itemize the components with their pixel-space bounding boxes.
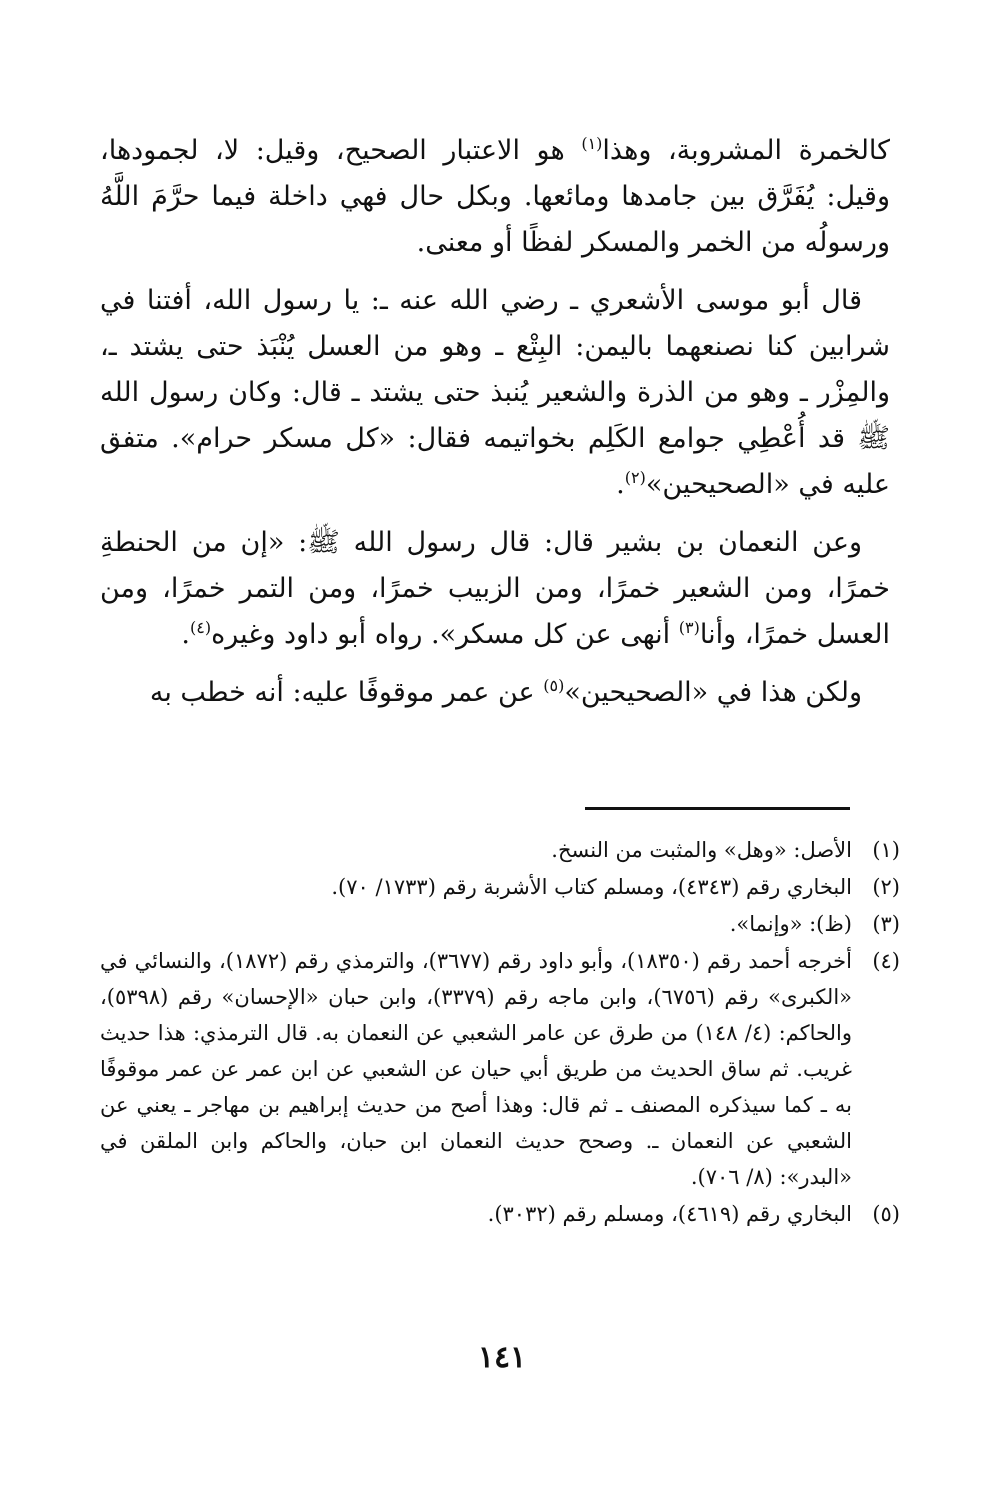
paragraph-4-text-a: ولكن هذا في «الصحيحين»: [564, 677, 862, 708]
footnote-5-text: البخاري رقم (٤٦١٩)، ومسلم رقم (٣٠٣٢).: [487, 1202, 852, 1226]
footnote-marker-5: (٥): [543, 676, 565, 695]
footnote-marker-4: (٤): [189, 618, 212, 637]
paragraph-2: [100, 278, 890, 508]
footnote-5: [100, 1196, 900, 1232]
footnote-marker-3: (٣): [678, 618, 700, 637]
footnote-4-number: (٤): [872, 949, 900, 973]
page-number: ١٤١: [477, 1340, 527, 1375]
paragraph-4: [100, 670, 890, 716]
paragraph-1-text-b: هو الاعتبار الصحيح، وقيل: لا، لجمودها، وقيل: يُفَرَّق بين جامدها ومائعها. وبكل حال فهي داخلة فيما حرَّمَ اللَّهُ ورسولُه من الخمر والمسكر لفظًا أو معنى.: [100, 135, 890, 258]
paragraph-3-text-a: وعن النعمان بن بشير قال: قال رسول الله ﷺ: «إن من الحنطةِ خمرًا، ومن الشعير خمرًا، ومن الزبيب خمرًا، ومن التمر خمرًا، ومن العسل خمرًا، وأنا: [100, 527, 890, 650]
footnote-2: [100, 869, 900, 905]
footnote-marker-1: (١): [581, 134, 603, 153]
footnote-1: [100, 832, 900, 868]
footnotes-section: [100, 832, 900, 1233]
paragraph-3-text-c: .: [181, 619, 190, 650]
footnote-1-text: الأصل: «وهل» والمثبت من النسخ.: [551, 838, 852, 862]
paragraph-2-text-a: قال أبو موسى الأشعري ـ رضي الله عنه ـ: يا رسول الله، أفتنا في شرابين كنا نصنعهما باليمن: البِتْع ـ وهو من العسل يُنْبَذ حتى يشتد ـ، والمِزْر ـ وهو من الذرة والشعير يُنبذ حتى يشتد ـ قال: وكان رسول الله ﷺ قد أُعْطِي جوامع الكَلِم بخواتيمه فقال: «كل مسكر حرام». متفق عليه في «الصحيحين»: [100, 285, 890, 500]
footnote-3-number: (٣): [872, 912, 900, 936]
footnote-3: [100, 906, 900, 942]
footnote-marker-2: (٢): [624, 468, 646, 487]
footnote-4-text: أخرجه أحمد رقم (١٨٣٥٠)، وأبو داود رقم (٣٦٧٧)، والترمذي رقم (١٨٧٢)، والنسائي في «الكبرى» رقم (٦٧٥٦)، وابن ماجه رقم (٣٣٧٩)، وابن حبان «الإحسان» رقم (٥٣٩٨)، والحاكم: (٤/ ١٤٨) من طرق عن عامر الشعبي عن النعمان به. قال الترمذي: هذا حديث غريب. ثم ساق الحديث من طريق أبي حيان عن الشعبي عن ابن عمر عن عمر موقوفًا به ـ كما سيذكره المصنف ـ ثم قال: وهذا أصح من حديث إبراهيم بن مهاجر ـ يعني عن الشعبي عن النعمان ـ. وصحح حديث النعمان ابن حبان، والحاكم وابن الملقن في «البدر»: (٨/ ٧٠٦).: [100, 949, 853, 1189]
footnote-divider: [585, 807, 850, 810]
paragraph-1-text-a: كالخمرة المشروبة، وهذا: [602, 135, 891, 166]
footnote-4: [100, 943, 900, 1195]
footnote-3-text: (ظ): «وإنما».: [729, 912, 852, 936]
footnote-1-number: (١): [872, 838, 900, 862]
paragraph-1: [100, 128, 890, 266]
paragraph-2-text-b: .: [616, 469, 625, 500]
paragraph-3-text-b: أنهى عن كل مسكر». رواه أبو داود وغيره: [211, 619, 679, 650]
paragraph-3: [100, 520, 890, 658]
footnote-5-number: (٥): [872, 1202, 900, 1226]
footnote-2-number: (٢): [872, 875, 900, 899]
paragraph-4-text-b: عن عمر موقوفًا عليه: أنه خطب به: [149, 677, 544, 708]
footnote-2-text: البخاري رقم (٤٣٤٣)، ومسلم كتاب الأشربة رقم (١٧٣٣/ ٧٠).: [331, 875, 852, 899]
main-text: [100, 128, 890, 728]
